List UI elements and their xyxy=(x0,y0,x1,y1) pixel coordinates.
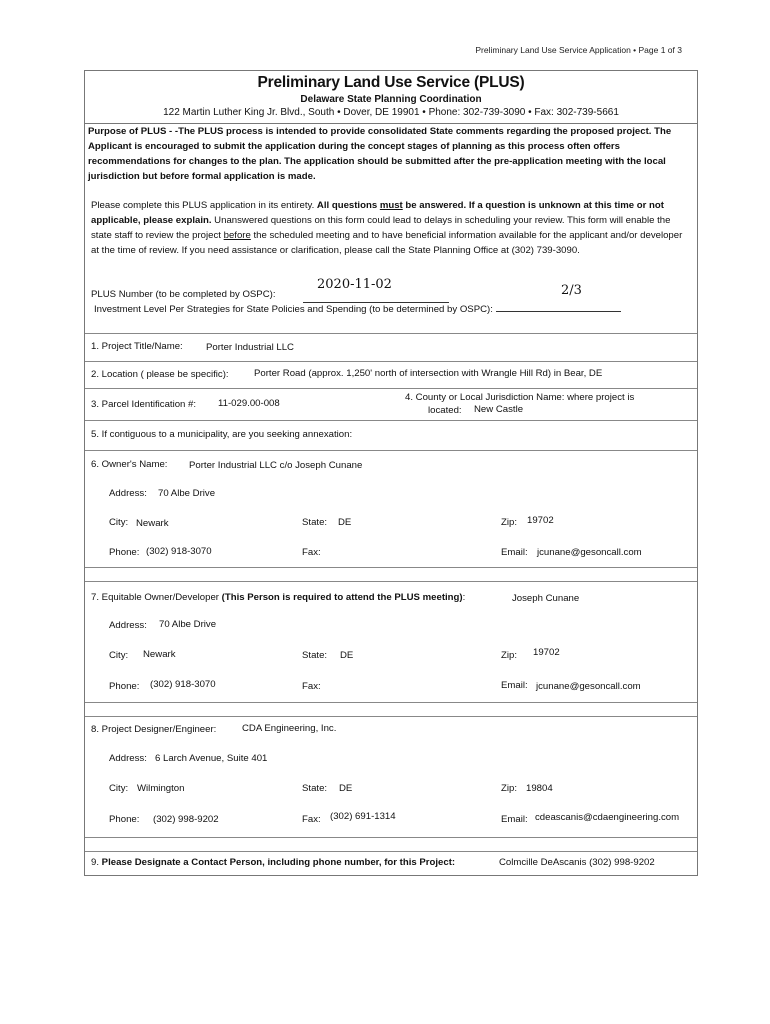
purpose-statement: Purpose of PLUS - -The PLUS process is intended to provide consolidated State comments regarding the proposed project. The Applicant is encouraged to submit the application during the concept stages of planning as this process often offers recommendations for changes to the plan. The application should be submitted after the pre-application meeting with the local jurisdiction but before formal application is made. xyxy=(88,126,672,182)
divider xyxy=(85,581,697,582)
q8-email-field[interactable]: cdeascanis@cdaengineering.com xyxy=(535,812,680,823)
intro-text-3: the scheduled meeting and to have beneficial information available for the applicant and/or developer at the time of review. If you need assistance or clarification, please call the State Planning Office at (302) 739-3090. xyxy=(91,230,683,256)
divider xyxy=(85,361,697,362)
q6-zip-label: Zip: xyxy=(501,517,517,528)
q7-email-label: Email: xyxy=(501,680,528,691)
q7-label xyxy=(91,592,465,603)
q3-label: 3. Parcel Identification #: xyxy=(91,399,197,410)
q8-phone-label: Phone: xyxy=(109,814,140,825)
q6-phone-label: Phone: xyxy=(109,547,140,558)
q8-city-field[interactable]: Wilmington xyxy=(137,783,185,794)
q8-state-label: State: xyxy=(302,783,328,794)
divider xyxy=(85,450,697,451)
investment-level-row xyxy=(94,304,621,315)
q7-city-label: City: xyxy=(109,650,129,661)
divider xyxy=(85,388,697,389)
q8-phone-field[interactable]: (302) 998-9202 xyxy=(153,814,219,825)
q4-label-line1: 4. County or Local Jurisdiction Name: where project is xyxy=(405,392,635,403)
q9-label-text: Please Designate a Contact Person, including phone number, for this Project: xyxy=(101,857,456,868)
divider xyxy=(85,702,697,703)
q7-label-prefix: 7. Equitable Owner/Developer xyxy=(91,592,222,603)
form-title: Preliminary Land Use Service (PLUS) xyxy=(257,74,525,91)
q2-label: 2. Location ( please be specific): xyxy=(91,369,229,380)
plus-number-label: PLUS Number (to be completed by OSPC): xyxy=(91,289,276,300)
q8-state-field[interactable]: DE xyxy=(339,783,353,794)
divider xyxy=(85,420,697,421)
q6-label: 6. Owner's Name: xyxy=(91,459,168,470)
q7-developer-name-field[interactable]: Joseph Cunane xyxy=(512,593,580,604)
intro-bold-must: must xyxy=(379,200,403,211)
q6-state-field[interactable]: DE xyxy=(338,517,352,528)
plus-number-line xyxy=(303,302,449,303)
q6-owner-name-field[interactable]: Porter Industrial LLC c/o Joseph Cunane xyxy=(189,460,363,471)
divider xyxy=(85,333,697,334)
q8-label: 8. Project Designer/Engineer: xyxy=(91,724,217,735)
form-subtitle: Delaware State Planning Coordination xyxy=(300,94,482,105)
q7-address-field[interactable]: 70 Albe Drive xyxy=(159,619,217,630)
q8-city-label: City: xyxy=(109,783,129,794)
q6-fax-label: Fax: xyxy=(302,547,321,558)
plus-application-form xyxy=(84,70,698,876)
q8-fax-label: Fax: xyxy=(302,814,321,825)
q7-zip-label: Zip: xyxy=(501,650,517,661)
q7-email-field[interactable]: jcunane@gesoncall.com xyxy=(536,681,641,692)
q9-number: 9. xyxy=(91,857,102,868)
q7-fax-label: Fax: xyxy=(302,681,321,692)
divider xyxy=(85,851,697,852)
q7-address-label: Address: xyxy=(109,620,147,631)
q1-project-title-field[interactable]: Porter Industrial LLC xyxy=(206,342,294,353)
q7-state-label: State: xyxy=(302,650,328,661)
q7-label-bold: (This Person is required to attend the PLUS meeting) xyxy=(221,592,463,603)
intro-bold-1: All questions xyxy=(316,200,380,211)
q7-city-field[interactable]: Newark xyxy=(143,649,176,660)
plus-number-value[interactable]: 2020-11-02 xyxy=(317,277,392,292)
running-header: Preliminary Land Use Service Application • Page 1 of 3 xyxy=(475,45,682,55)
q6-state-label: State: xyxy=(302,517,328,528)
intro-text-2: Unanswered questions on this form could lead to delays in scheduling your review. This form will enable the state staff to review the project xyxy=(91,215,671,241)
intro-underline-before: before xyxy=(223,230,251,241)
q6-phone-field[interactable]: (302) 918-3070 xyxy=(146,546,212,557)
q7-phone-label: Phone: xyxy=(109,681,140,692)
title-block xyxy=(85,71,697,124)
office-address: 122 Martin Luther King Jr. Blvd., South • Dover, DE 19901 • Phone: 302-739-3090 • Fax: 302-739-5661 xyxy=(163,107,619,118)
q6-email-field[interactable]: jcunane@gesoncall.com xyxy=(537,547,642,558)
q2-location-field[interactable]: Porter Road (approx. 1,250' north of intersection with Wrangle Hill Rd) in Bear, DE xyxy=(254,368,603,379)
q8-fax-field[interactable]: (302) 691-1314 xyxy=(330,811,396,822)
q5-label: 5. If contiguous to a municipality, are you seeking annexation: xyxy=(91,429,353,440)
q6-zip-field[interactable]: 19702 xyxy=(527,515,554,526)
q6-address-label: Address: xyxy=(109,488,147,499)
q7-phone-field[interactable]: (302) 918-3070 xyxy=(150,679,216,690)
q9-contact-person-field[interactable]: Colmcille DeAscanis (302) 998-9202 xyxy=(499,857,655,868)
q1-label: 1. Project Title/Name: xyxy=(91,341,183,352)
q6-city-field[interactable]: Newark xyxy=(136,518,169,529)
instructions xyxy=(91,198,689,258)
q6-address-field[interactable]: 70 Albe Drive xyxy=(158,488,216,499)
intro-bold-2: be answered. If a question is unknown at this time or not applicable, please explain. xyxy=(91,200,664,226)
q8-email-label: Email: xyxy=(501,814,528,825)
q8-address-label: Address: xyxy=(109,753,147,764)
q7-zip-field[interactable]: 19702 xyxy=(533,647,560,658)
q7-label-suffix: : xyxy=(462,592,466,603)
q7-state-field[interactable]: DE xyxy=(340,650,354,661)
q3-parcel-id-field[interactable]: 11-029.00-008 xyxy=(218,398,280,409)
divider xyxy=(85,716,697,717)
investment-level-line xyxy=(496,311,621,312)
divider xyxy=(85,567,697,568)
q8-designer-name-field[interactable]: CDA Engineering, Inc. xyxy=(242,723,337,734)
q4-jurisdiction-field[interactable]: New Castle xyxy=(474,404,524,415)
intro-text-1: Please complete this PLUS application in its entirety. xyxy=(91,200,317,211)
q6-city-label: City: xyxy=(109,517,129,528)
q4-label-line2: located: xyxy=(428,405,462,416)
investment-level-label: Investment Level Per Strategies for State Policies and Spending (to be determined by OSPC): xyxy=(94,304,493,315)
q9-label xyxy=(91,857,455,868)
q8-address-field[interactable]: 6 Larch Avenue, Suite 401 xyxy=(155,753,268,764)
q6-email-label: Email: xyxy=(501,547,528,558)
divider xyxy=(85,837,697,838)
q8-zip-field[interactable]: 19804 xyxy=(526,783,553,794)
q8-zip-label: Zip: xyxy=(501,783,517,794)
investment-level-value[interactable]: 2/3 xyxy=(561,283,582,298)
